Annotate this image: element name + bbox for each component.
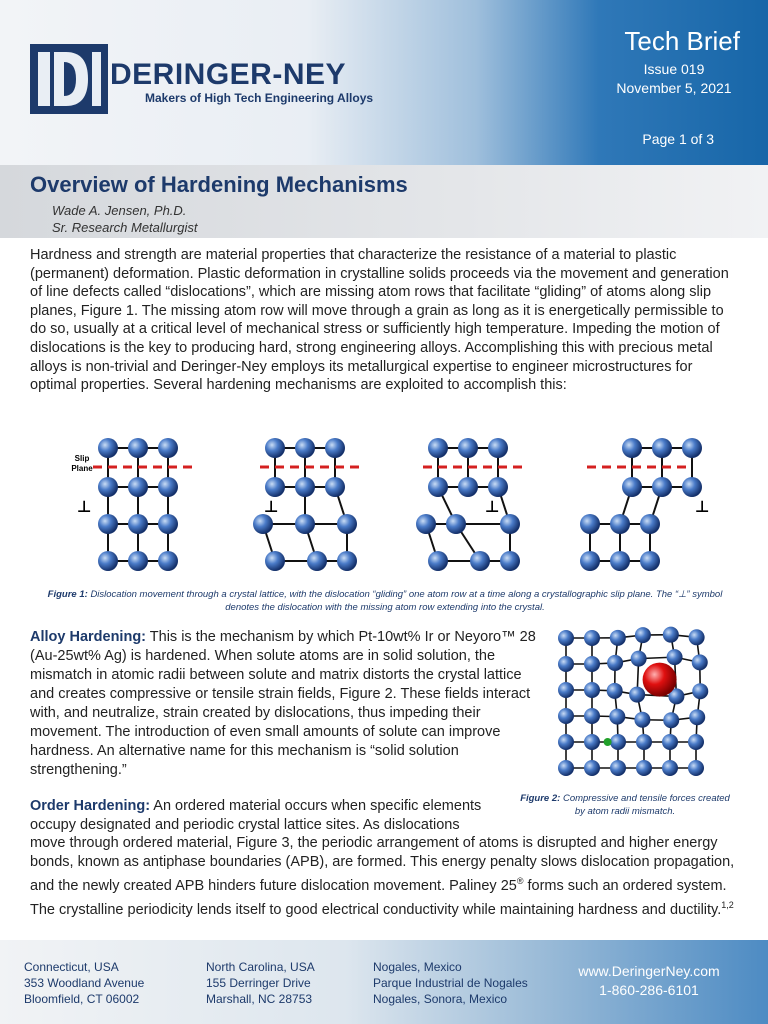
dislocation-symbol: ⊥	[694, 497, 710, 516]
atom	[265, 551, 285, 571]
atom	[667, 649, 683, 665]
atom	[692, 654, 708, 670]
mx-city: Nogales, Sonora, Mexico	[373, 992, 508, 1006]
nc-city: Marshall, NC 28753	[206, 992, 313, 1006]
order-text-2b: forms such an ordered system. The crystalline periodicity lends itself to good electrical conductivity while maintaining hardness and ductility.	[30, 877, 727, 918]
author-name: Wade A. Jensen, Ph.D.	[52, 203, 187, 218]
dislocation-symbol: ⊥	[484, 497, 500, 516]
atom	[636, 734, 652, 750]
page-indicator: Page 1 of 3	[642, 131, 714, 147]
atom	[609, 709, 625, 725]
atom	[98, 477, 118, 497]
atom	[428, 438, 448, 458]
atom	[688, 760, 704, 776]
atom	[295, 477, 315, 497]
alloy-hardening-paragraph	[30, 628, 545, 780]
atom	[640, 514, 660, 534]
atom	[629, 687, 645, 703]
atom	[580, 551, 600, 571]
brief-title: Tech Brief	[624, 26, 740, 56]
atom	[607, 683, 623, 699]
atom	[325, 477, 345, 497]
figure-1-dislocation-diagram	[60, 430, 720, 585]
phone-number: 1-860-286-6101	[599, 982, 699, 998]
slip-label-line2: Plane	[71, 464, 93, 473]
atom	[470, 551, 490, 571]
issue-date: November 5, 2021	[616, 80, 732, 96]
footer-contact	[564, 962, 734, 1000]
atom	[128, 514, 148, 534]
atom	[622, 477, 642, 497]
atom	[558, 630, 574, 646]
order-text-1: An ordered material occurs when specific elements occupy designated and periodic crystal lattice sites. As dislocations	[30, 798, 482, 833]
atom	[500, 551, 520, 571]
atom	[98, 438, 118, 458]
issue-number: Issue 019	[643, 61, 705, 77]
atom	[584, 682, 600, 698]
atom	[265, 438, 285, 458]
order-hardening-paragraph-start	[30, 797, 510, 835]
trademark-symbol: ™	[501, 629, 516, 645]
mx-street: Parque Industrial de Nogales	[373, 976, 528, 990]
registered-symbol: ®	[516, 876, 524, 886]
atom	[307, 551, 327, 571]
atom	[428, 551, 448, 571]
atom	[128, 438, 148, 458]
atom	[610, 551, 630, 571]
alloy-text-2: 28 (Au-25wt% Ag) is hardened. When solute atoms are in solid solution, the mismatch in atomic radii between solute and matrix distorts the crystal lattice and creates compressive or tensile strain fields, Figure 2. These fields interact with, and neutralize, strain created by dislocations, thus impeding their movement. The introduction of even small amounts of solute can improve hardness. An alternative name for this mechanism is “solid solution strengthening.”	[30, 629, 536, 778]
figure-1-caption	[40, 589, 730, 614]
company-name: DERINGER-NEY	[110, 58, 347, 91]
alloy-text-1: This is the mechanism by which Pt-10wt% Ir or Neyoro	[146, 629, 502, 645]
reference-markers: 1,2	[721, 899, 734, 910]
atom	[98, 514, 118, 534]
atom	[428, 477, 448, 497]
atom	[158, 477, 178, 497]
figure-1-label: Figure 1:	[47, 589, 88, 600]
atom	[458, 438, 478, 458]
ct-city: Bloomfield, CT 06002	[24, 992, 140, 1006]
author-role: Sr. Research Metallurgist	[52, 220, 198, 235]
atom	[682, 477, 702, 497]
small-solute-atom	[604, 738, 612, 746]
atom	[158, 514, 178, 534]
atom	[558, 682, 574, 698]
atom	[652, 477, 672, 497]
atom	[663, 627, 679, 643]
atom	[295, 438, 315, 458]
order-text-2a: move through ordered material, Figure 3, the periodic arrangement of atoms is disrupted and higher energy bonds, known as antiphase boundaries (APB), are formed. This energy penalty slows dislocation propagation, and the newly created APB hinders future dislocation movement. Paliney 25	[30, 835, 735, 894]
atom	[265, 477, 285, 497]
nc-location: North Carolina, USA	[206, 960, 315, 974]
atom	[558, 656, 574, 672]
deringer-ney-logo-icon	[30, 44, 108, 114]
solute-atom	[643, 663, 677, 697]
atom	[584, 656, 600, 672]
atom	[610, 734, 626, 750]
atom	[488, 477, 508, 497]
website-link[interactable]: www.DeringerNey.com	[578, 963, 720, 979]
figure-1-caption-text: Dislocation movement through a crystal lattice, with the dislocation “gliding” one atom row at a time along a crystallographic slip plane. The “⊥” symbol denotes the dislocation with the missing atom row extending into the crystal.	[90, 589, 723, 613]
atom	[458, 477, 478, 497]
atom	[692, 683, 708, 699]
atom	[158, 551, 178, 571]
dislocation-symbol: ⊥	[263, 497, 279, 516]
atom	[128, 477, 148, 497]
atom	[584, 708, 600, 724]
figure-2-caption	[520, 793, 730, 818]
atom	[634, 712, 650, 728]
atom	[622, 438, 642, 458]
address-connecticut	[24, 959, 144, 1007]
ct-location: Connecticut, USA	[24, 960, 119, 974]
figure-2-caption-text: Compressive and tensile forces created by atom radii mismatch.	[562, 793, 730, 817]
atom	[610, 514, 630, 534]
atom	[558, 760, 574, 776]
intro-paragraph: Hardness and strength are material properties that characterize the resistance of a material to plastic (permanent) deformation. Plastic deformation in crystalline solids proceeds via the movement and generation of line defects called “dislocations”, which are missing atom rows that facilitate “gliding” of atoms along slip planes, Figure 1. The missing atom row will move through a grain as long as it is energetically permissible to do so, usually at a critical level of mechanical stress or sufficiently high temperature. Impeding the motion of dislocations is the key to producing hard, strong engineering alloys. Accomplishing this with precious metal alloys is non-trivial and Deringer-Ney employs its metallurgical expertise to engineer microstructures for optimal properties. Several hardening mechanisms are exploited to accomplish this:	[30, 247, 729, 394]
atom	[558, 708, 574, 724]
order-hardening-paragraph-cont	[30, 834, 742, 920]
dislocation-symbol: ⊥	[76, 497, 92, 516]
atom	[640, 551, 660, 571]
company-tagline: Makers of High Tech Engineering Alloys	[145, 91, 374, 105]
atom	[158, 438, 178, 458]
atom	[98, 551, 118, 571]
address-mexico	[373, 959, 528, 1007]
slip-label-line1: Slip	[74, 454, 90, 463]
mx-location: Nogales, Mexico	[373, 960, 462, 974]
atom	[689, 709, 705, 725]
atom	[558, 734, 574, 750]
atom	[488, 438, 508, 458]
atom	[610, 630, 626, 646]
atom	[500, 514, 520, 534]
atom	[584, 630, 600, 646]
atom	[688, 734, 704, 750]
atom	[416, 514, 436, 534]
atom	[580, 514, 600, 534]
atom	[325, 438, 345, 458]
order-hardening-heading: Order Hardening:	[30, 798, 151, 814]
atom	[584, 734, 600, 750]
atom	[652, 438, 672, 458]
atom	[631, 651, 647, 667]
atom	[253, 514, 273, 534]
atom	[337, 551, 357, 571]
atom	[636, 760, 652, 776]
atom	[662, 760, 678, 776]
atom	[128, 551, 148, 571]
atom	[607, 655, 623, 671]
atom	[682, 438, 702, 458]
figure-2-label: Figure 2:	[520, 793, 561, 804]
header-banner	[0, 0, 768, 165]
atom	[337, 514, 357, 534]
alloy-hardening-heading: Alloy Hardening:	[30, 629, 147, 645]
atom	[635, 627, 651, 643]
ct-street: 353 Woodland Avenue	[24, 976, 145, 990]
atom	[610, 760, 626, 776]
atom	[662, 734, 678, 750]
nc-street: 155 Derringer Drive	[206, 976, 311, 990]
figure-2-solute-lattice	[553, 625, 718, 790]
atom	[663, 712, 679, 728]
atom	[584, 760, 600, 776]
atom	[689, 629, 705, 645]
atom	[446, 514, 466, 534]
atom	[295, 514, 315, 534]
address-north-carolina	[206, 959, 315, 1007]
page-title: Overview of Hardening Mechanisms	[30, 172, 408, 197]
